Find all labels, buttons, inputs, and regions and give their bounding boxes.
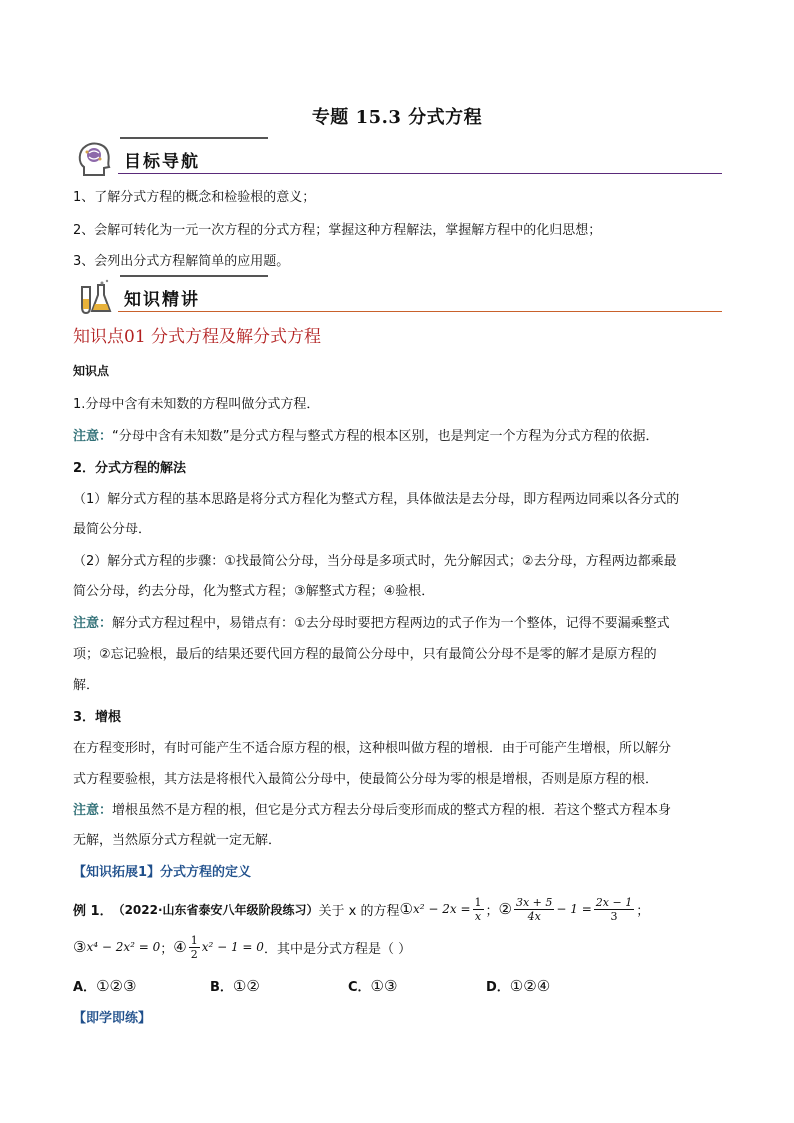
note [73, 425, 659, 444]
note-text: 解分式方程过程中，易错点有：①去分母时要把方程两边的式子作为一个整体，记得不要漏乘整式 [112, 616, 670, 631]
option-d[interactable]: D．①②④ [486, 977, 551, 995]
flask-icon [74, 277, 114, 317]
section-divider [118, 311, 722, 312]
page-title: 专题 15.3 分式方程 [311, 107, 483, 128]
fraction: $\frac{1}{2}$ [190, 933, 198, 961]
paragraph: （2）解分式方程的步骤：①找最简公分母，当分母是多项式时，先分解因式；②去分母，方程两边都乘最 [73, 554, 677, 569]
equation-number: ③ [73, 938, 87, 956]
note-label: 注意： [73, 616, 113, 631]
separator: ； [636, 903, 650, 919]
goal-item: 1、了解分式方程的概念和检验根的意义； [73, 190, 316, 205]
fraction: $\frac{1}{x}$ [474, 895, 482, 923]
equation-2-mid: − 1 = [556, 902, 592, 916]
note-label: 注意： [73, 429, 113, 444]
option-b[interactable]: B．①② [210, 977, 260, 995]
example-lead: 关于 x 的方程 [318, 903, 400, 919]
example-question [73, 896, 649, 922]
equation-3: x⁴ − 2x² = 0 [86, 940, 161, 954]
paragraph: 1.分母中含有未知数的方程叫做分式方程． [73, 397, 320, 412]
goal-item: 3、会列出分式方程解简单的应用题。 [73, 254, 290, 269]
section-title: 知识精讲 [124, 290, 200, 310]
example-source: （2022·山东省泰安八年级阶段练习） [112, 902, 319, 917]
section-top-rule [120, 137, 268, 139]
section-top-rule [120, 275, 268, 277]
heading: 3．增根 [73, 710, 122, 725]
equation-4-rest: x² − 1 = 0 [201, 940, 264, 954]
paragraph: 简公分母，约去分母，化为整式方程；③解整式方程；④验根． [73, 584, 435, 599]
paragraph: 无解，当然原分式方程就一定无解． [73, 833, 282, 848]
paragraph: 解． [73, 678, 100, 693]
section-divider [118, 173, 722, 174]
paragraph: 最简公分母． [73, 522, 152, 537]
brain-icon [74, 139, 114, 179]
option-a[interactable]: A．①②③ [73, 977, 137, 995]
equation-1-lhs: x² − 2x = [412, 902, 471, 916]
example-label: 例 1． [73, 903, 113, 919]
fraction: $\frac{2x - 1}{3}$ [595, 895, 633, 923]
note-text: 增根虽然不是方程的根，但它是分式方程去分母后变形而成的整式方程的根．若这个整式方程本身 [112, 803, 672, 818]
note [73, 612, 670, 631]
knowledge-label: 知识点 [73, 364, 110, 378]
separator: ； [485, 903, 499, 919]
equation-number: ① [399, 900, 413, 918]
paragraph: 项；②忘记验根，最后的结果还要代回方程的最简公分母中，只有最简公分母不是零的解才是原方程的 [73, 647, 657, 662]
extension-heading: 【知识拓展1】分式方程的定义 [73, 865, 252, 880]
paragraph: 在方程变形时，有时可能产生不适合原方程的根，这种根叫做方程的增根．由于可能产生增根，所以解分 [73, 741, 672, 756]
section-title: 目标导航 [124, 152, 200, 172]
heading: 2．分式方程的解法 [73, 461, 187, 476]
example-question-cont [73, 934, 411, 960]
question-text: ．其中是分式方程是（ ） [263, 941, 412, 957]
equation-number: ④ [173, 938, 187, 956]
note [73, 799, 671, 818]
separator: ； [160, 941, 174, 957]
fraction: $\frac{3x + 5}{4x}$ [515, 895, 553, 923]
note-label: 注意： [73, 803, 113, 818]
option-c[interactable]: C．①③ [348, 977, 398, 995]
paragraph: （1）解分式方程的基本思路是将分式方程化为整式方程，具体做法是去分母，即方程两边同乘以各分式的 [73, 492, 680, 507]
note-text: “分母中含有未知数”是分式方程与整式方程的根本区别，也是判定一个方程为分式方程的依据． [112, 429, 659, 444]
section-header-knowledge [70, 273, 722, 321]
section-header-goals [70, 135, 722, 183]
equation-number: ② [498, 900, 512, 918]
paragraph: 式方程要验根，其方法是将根代入最简公分母中，使最简公分母为零的根是增根，否则是原方程的根． [73, 772, 659, 787]
knowledge-point-title: 知识点01 分式方程及解分式方程 [73, 327, 322, 347]
practice-heading: 【即学即练】 [73, 1011, 152, 1026]
goal-item: 2、会解可转化为一元一次方程的分式方程；掌握这种方程解法，掌握解方程中的化归思想； [73, 223, 602, 238]
